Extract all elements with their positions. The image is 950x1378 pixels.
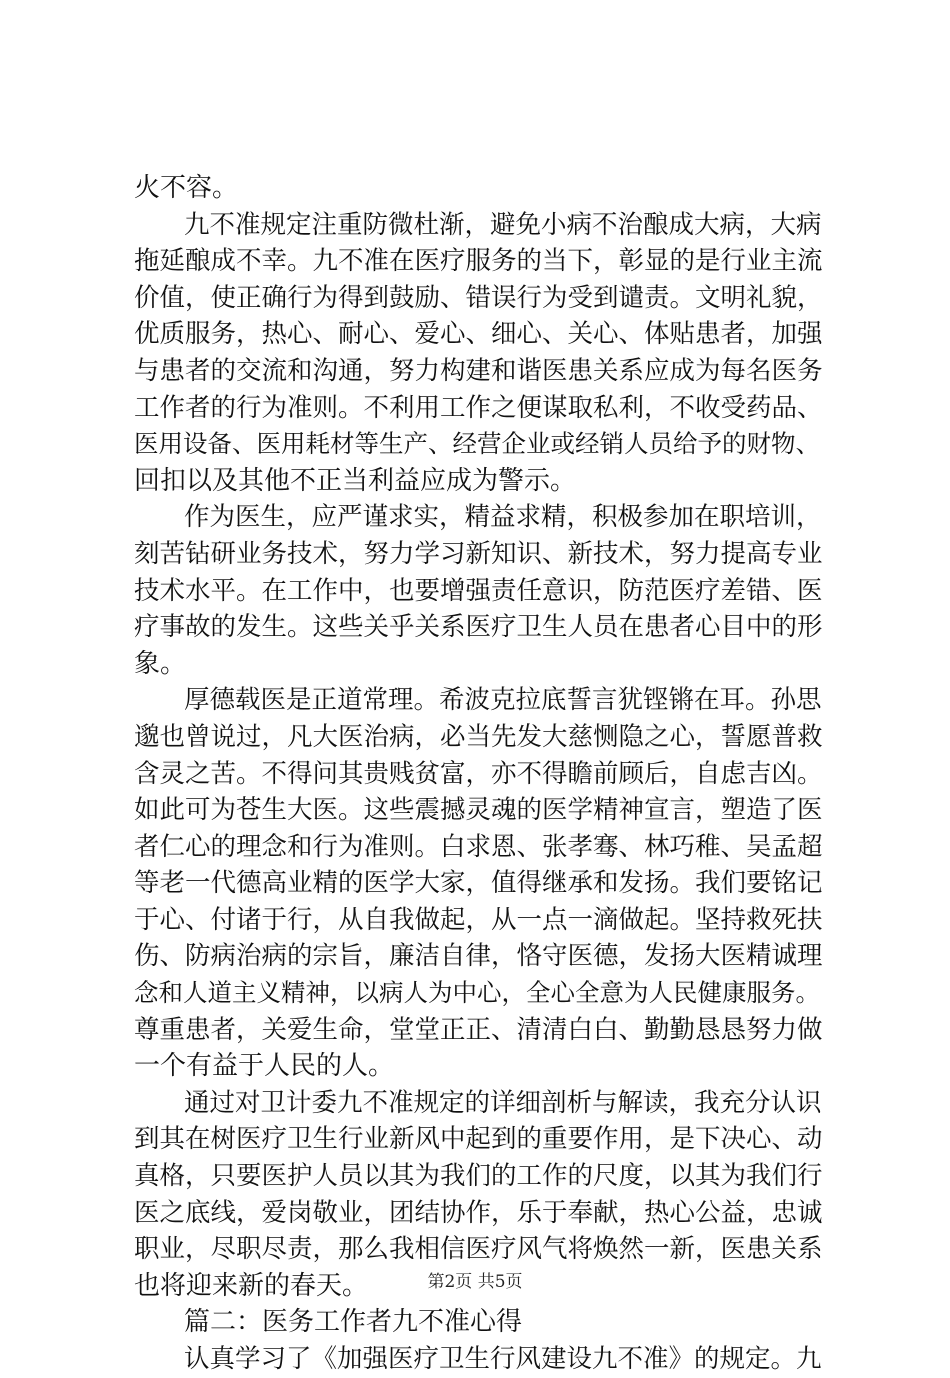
text-line: 到其在树医疗卫生行业新风中起到的重要作用，是下决心、动 [134, 1124, 823, 1155]
text-line: 厚德载医是正道常理。希波克拉底誓言犹铿锵在耳。孙思 [184, 685, 822, 716]
text-line: 职业，尽职尽责，那么我相信医疗风气将焕然一新，医患关系 [134, 1234, 823, 1265]
document-body [134, 170, 828, 1378]
text-line: 等老一代德高业精的医学大家，值得继承和发扬。我们要铭记 [134, 868, 823, 899]
text-line: 拖延酿成不幸。九不准在医疗服务的当下，彰显的是行业主流 [134, 246, 823, 277]
text-line: 工作者的行为准则。不利用工作之便谋取私利，不收受药品、 [134, 392, 823, 423]
text-line: 与患者的交流和沟通，努力构建和谐医患关系应成为每名医务 [134, 355, 823, 386]
text-line: 医用设备、医用耗材等生产、经营企业或经销人员给予的财物、 [134, 429, 820, 459]
text-line: 火不容。 [134, 173, 239, 203]
text-line: 一个有益于人民的人。 [134, 1051, 395, 1082]
text-line: 回扣以及其他不正当利益应成为警示。 [134, 465, 577, 496]
text-line: 也将迎来新的春天。 [134, 1270, 369, 1301]
text-line: 优质服务，热心、耐心、爱心、细心、关心、体贴患者，加强 [134, 319, 823, 350]
text-line: 技术水平。在工作中，也要增强责任意识，防范医疗差错、医 [134, 575, 823, 606]
text-line: 象。 [134, 648, 187, 679]
text-line: 刻苦钻研业务技术，努力学习新知识、新技术，努力提高专业 [134, 538, 823, 569]
text-line: 真格，只要医护人员以其为我们的工作的尺度，以其为我们行 [134, 1161, 823, 1192]
text-line: 含灵之苦。不得问其贵贱贫富，亦不得瞻前顾后，自虑吉凶。 [134, 758, 823, 789]
text-line: 价值，使正确行为得到鼓励、错误行为受到谴责。文明礼貌， [134, 282, 823, 313]
text-line: 认真学习了《加强医疗卫生行风建设九不准》的规定。九 [184, 1344, 822, 1374]
text-line: 医之底线，爱岗敬业，团结协作，乐于奉献，热心公益，忠诚 [134, 1197, 823, 1228]
text-line: 尊重患者，关爱生命，堂堂正正、清清白白、勤勤恳恳努力做 [134, 1014, 823, 1045]
text-line: 邈也曾说过，凡大医治病，必当先发大慈恻隐之心，誓愿普救 [134, 721, 823, 752]
text-line: 如此可为苍生大医。这些震撼灵魂的医学精神宣言，塑造了医 [134, 795, 823, 826]
text-line: 篇二：医务工作者九不准心得 [184, 1307, 523, 1338]
text-line: 疗事故的发生。这些关乎关系医疗卫生人员在患者心目中的形 [134, 612, 823, 643]
page-footer: 第2页 共5页 [427, 1272, 523, 1292]
text-line: 通过对卫计委九不准规定的详细剖析与解读，我充分认识 [184, 1087, 822, 1118]
text-line: 于心、付诸于行，从自我做起，从一点一滴做起。坚持救死扶 [134, 904, 823, 935]
text-line: 九不准规定注重防微杜渐，避免小病不治酿成大病，大病 [184, 209, 822, 240]
text-line: 念和人道主义精神，以病人为中心，全心全意为人民健康服务。 [134, 978, 820, 1008]
text-line: 作为医生，应严谨求实，精益求精，积极参加在职培训， [184, 502, 822, 533]
text-line: 伤、防病治病的宗旨，廉洁自律，恪守医德，发扬大医精诚理 [134, 941, 823, 972]
text-line: 者仁心的理念和行为准则。白求恩、张孝骞、林巧稚、吴孟超 [134, 831, 823, 862]
